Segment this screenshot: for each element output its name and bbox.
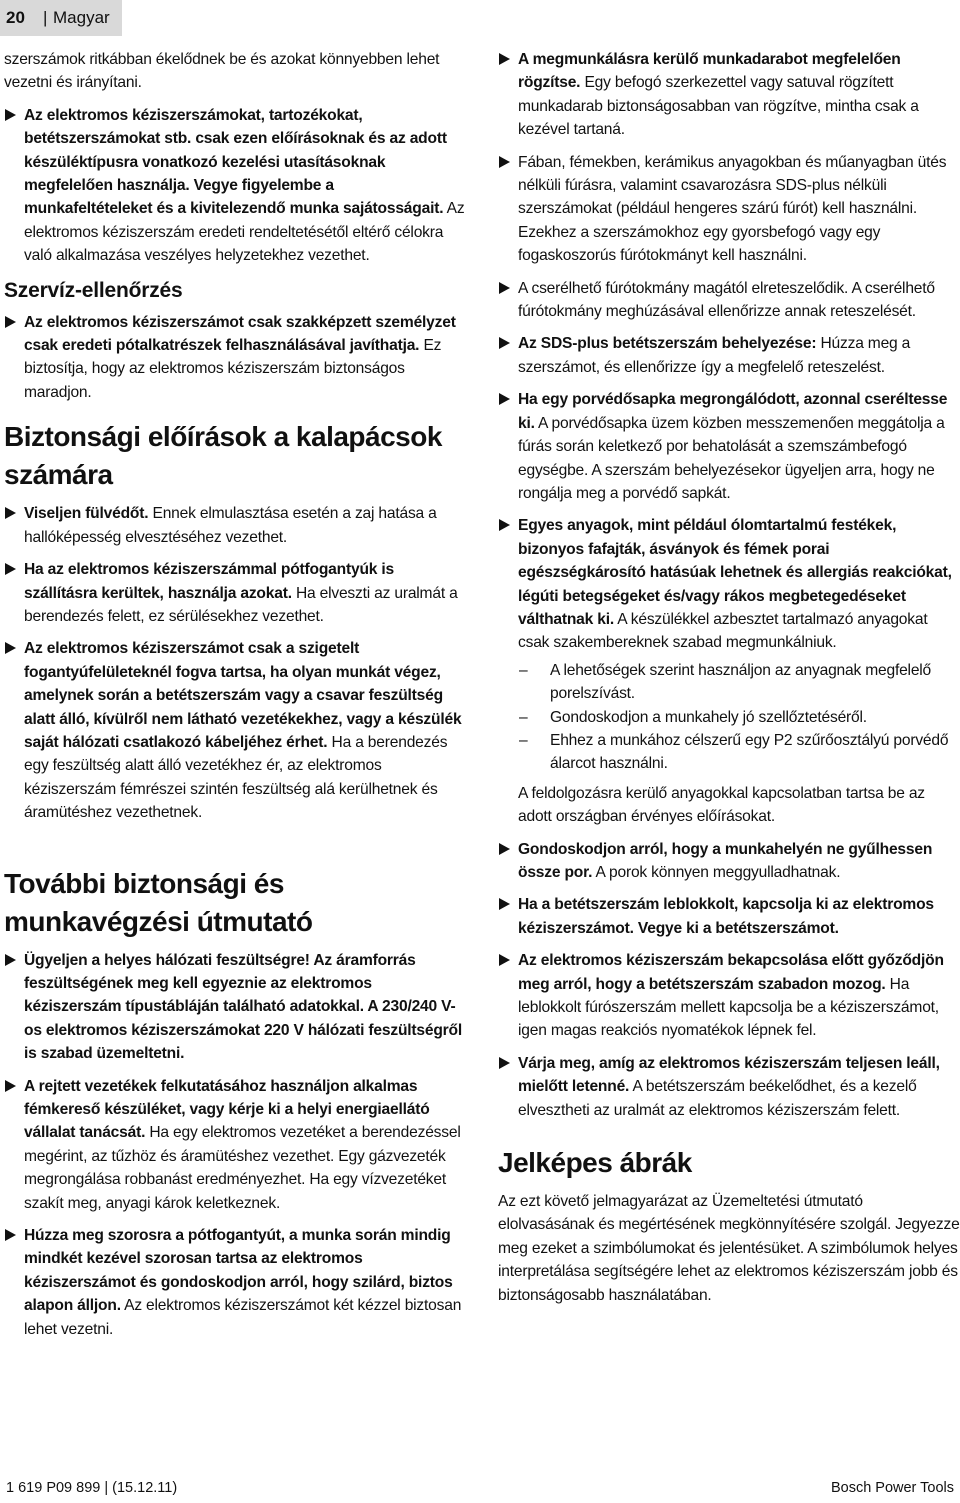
- item-text: Ennek elmulasztása esetén a zaj hatása a hallóképesség elvesztéséhez vezethet.: [24, 505, 437, 546]
- triangle-bullet-icon: [499, 519, 510, 531]
- triangle-bullet-icon: [5, 316, 16, 328]
- language-label: Magyar: [53, 8, 110, 27]
- list-item: [4, 104, 466, 268]
- item-text: Az elektromos kéziszerszámot két kézzel biztosan lehet vezetni.: [24, 1297, 462, 1338]
- item-text: Ha a berendezés egy feszültség alatt álló vezetékhez ér, az elektromos kéziszerszám fémrészei szintén feszültség alá kerülhetnek és áramütéshez vezethetnek.: [24, 733, 448, 822]
- item-bold-text: Az SDS-plus betétszerszám behelyezése:: [518, 335, 817, 353]
- triangle-bullet-icon: [499, 898, 510, 910]
- section-heading-symbols: Jelképes ábrák: [498, 1147, 692, 1179]
- item-bold-text: Az elektromos kéziszerszámot csak a szigetelt fogantyúfelületeknél fogva tartsa, ha olyan munkát végez, amelynek során a betétszerszám vagy a csavar feszültség alatt álló, kívülről nem látható vezetékekhez, vagy a készülék saját hálózati csatlakozó kábeljéhez érhet.: [24, 640, 462, 751]
- item-text: A porok könnyen meggyulladhatnak.: [592, 864, 841, 881]
- header-separator: |: [43, 8, 48, 27]
- item-bold-text: Ha a betétszerszám leblokkolt, kapcsolja ki az elektromos kéziszerszámot. Vegye ki a betétszerszámot.: [518, 896, 934, 937]
- item-bold-text: A megmunkálásra kerülő munkadarabot megfelelően rögzítse.: [518, 51, 901, 92]
- triangle-bullet-icon: [499, 156, 510, 168]
- list-item: [498, 151, 960, 268]
- section-heading-further-safety: További biztonsági és munkavégzési útmutató: [4, 867, 313, 937]
- page-header: [0, 0, 960, 36]
- item-bold-text: Az elektromos kéziszerszám bekapcsolása előtt győződjön meg arról, hogy a betétszerszám szabadon mozog.: [518, 952, 944, 993]
- triangle-bullet-icon: [5, 1080, 16, 1092]
- item-text: Ha elveszti az uralmát a berendezés felett, ez sérülésekhez vezethet.: [24, 584, 458, 625]
- item-text: Az elektromos kéziszerszám eredeti rendeltetésétől eltérő célokra való alkalmazása veszélyes helyzetekhez vezethet.: [24, 200, 465, 265]
- dash-item: [498, 706, 960, 729]
- triangle-bullet-icon: [499, 393, 510, 405]
- item-bold-text: Ügyeljen a helyes hálózati feszültségre! Az áramforrás feszültségének meg kell egyeznie az elektromos kéziszerszám típustábláján található adatokkal. A 230/240 V-os elektromos kéziszerszámokat 220 V hálózati feszültségről is szabad üzemeltetni.: [24, 951, 462, 1063]
- item-bold-text: Egyes anyagok, mint például ólomtartalmú festékek, bizonyos fafajták, ásványok és fémek porai egészségkárosító hatásúak lehetnek és allergiás reakciókat, légúti betegségeket és/vagy rákos megbetegedéseket válthatnak ki.: [518, 517, 952, 628]
- item-bold-text: A rejtett vezetékek felkutatásához használjon alkalmas fémkereső készüléket, vagy kérje ki a helyi energiaellátó vállalat tanácsát.: [24, 1077, 430, 1142]
- list-item: [4, 949, 466, 1066]
- item-bold-text: Az elektromos kéziszerszámot csak szakképzett személyzet csak eredeti pótalkatrészek felhasználásával javíthatja.: [24, 313, 456, 355]
- list-item: [498, 277, 960, 324]
- triangle-bullet-icon: [5, 954, 16, 966]
- triangle-bullet-icon: [499, 282, 510, 294]
- symbols-text: Az ezt követő jelmagyarázat az Üzemeltetési útmutató elolvasásának és megértésének megkönnyítésére szolgál. Jegyezze meg ezeket a szimbólumokat és jelentésüket. A szimbólumok helyes interpretálása segítségére lehet az elektromos kéziszerszám jobb és biztonságosabb használatában.: [498, 1193, 960, 1304]
- list-item: [498, 48, 960, 142]
- item-bold-text: Húzza meg szorosra a pótfogantyút, a munka során mindig mindkét kezével szorosan tartsa az elektromos kéziszerszámot és gondoskodjon arról, hogy szilárd, biztos alapon álljon.: [24, 1227, 453, 1315]
- item-text: A cserélhető fúrótokmány magától elreteszelődik. A cserélhető fúrótokmány meghúzásával ellenőrizze annak reteszelését.: [518, 279, 935, 321]
- item-text: Fában, fémekben, kerámikus anyagokban és műanyagban ütés nélküli fúrásra, valamint csavarozásra SDS-plus nélküli szerszámokat (például hengeres szárú fúrót) kell használni. Ezekhez a szerszámokhoz egy gyorsbefogó vagy egy fogaskoszorús fúrótokmányt kell használni.: [518, 153, 947, 265]
- triangle-bullet-icon: [499, 1057, 510, 1069]
- dash-mark: –: [519, 708, 528, 726]
- list-item: [498, 332, 960, 379]
- item-bold-text: Az elektromos kéziszerszámokat, tartozékokat, betétszerszámokat stb. csak ezen előírásoknak és az adott készüléktípusra vonatkozó kezelési utasításoknak megfelelően használja. Vegye figyelembe a munkafeltételeket és a kivitelezendő munka sajátosságait.: [24, 106, 447, 218]
- triangle-bullet-icon: [499, 53, 510, 65]
- list-item: [4, 502, 466, 549]
- item-bold-text: Ha az elektromos kéziszerszámmal pótfogantyúk is szállításra kerültek, használja azokat.: [24, 561, 394, 602]
- list-item: [4, 637, 466, 824]
- item-text: Ez biztosítja, hogy az elektromos kéziszerszám biztonságos maradjon.: [24, 337, 442, 401]
- triangle-bullet-icon: [499, 954, 510, 966]
- dash-item-text: A lehetőségek szerint használjon az anyagnak megfelelő porelszívást.: [550, 661, 932, 703]
- item-bold-text: Ha egy porvédősapka megrongálódott, azonnal cseréltesse ki.: [518, 391, 948, 432]
- dash-mark: –: [519, 661, 528, 679]
- intro-text: szerszámok ritkábban ékelődnek be és azokat könnyebben lehet vezetni és irányítani.: [4, 51, 440, 92]
- dash-mark: –: [519, 731, 528, 749]
- triangle-bullet-icon: [5, 507, 16, 519]
- item-text: A porvédősapka üzem közben messzemenően meggátolja a fúrás során keletkező por behatolását a szemszámbefogó egységbe. A szerszám behelyezésekor ügyeljen arra, hogy ne rongálja meg a porvédő sapkát.: [518, 414, 945, 502]
- section-heading-service: Szervíz-ellenőrzés: [4, 278, 183, 302]
- page-footer: [0, 1478, 960, 1500]
- item-text: Húzza meg a szerszámot, és ellenőrizze így a megfelelő reteszelést.: [518, 335, 911, 376]
- item-text: A készülékkel azbesztet tartalmazó anyagokat csak szakembereknek szabad megmunkálniuk.: [518, 610, 928, 652]
- brand-label: Bosch Power Tools: [830, 1480, 954, 1496]
- triangle-bullet-icon: [5, 1229, 16, 1241]
- list-item: [4, 1224, 466, 1341]
- list-item: [498, 1052, 960, 1122]
- dash-item: [498, 729, 960, 776]
- dash-item-text: Ehhez a munkához célszerű egy P2 szűrőosztályú porvédő álarcot használni.: [550, 731, 949, 773]
- triangle-bullet-icon: [499, 337, 510, 349]
- list-item: [4, 311, 466, 405]
- left-column: [4, 48, 466, 1350]
- item-continuation-text: A feldolgozásra kerülő anyagokkal kapcsolatban tartsa be az adott országban érvényes előírásokat.: [518, 784, 925, 826]
- page-number: 20: [6, 8, 25, 27]
- item-bold-text: Várja meg, amíg az elektromos kéziszerszám teljesen leáll, mielőtt letenné.: [518, 1054, 940, 1096]
- triangle-bullet-icon: [5, 642, 16, 654]
- item-bold-text: Gondoskodjon arról, hogy a munkahelyén ne gyűlhessen össze por.: [518, 840, 933, 881]
- item-text: Ha leblokkolt fúrószerszám mellett kapcsolja be a kéziszerszámot, igen magas reakciós nyomatékok lépnek fel.: [518, 975, 939, 1040]
- section-heading-hammer-safety: Biztonsági előírások a kalapácsok számára: [4, 421, 442, 491]
- list-item: [4, 558, 466, 628]
- item-text: Egy befogó szerkezettel vagy satuval rögzített munkadarab biztonságosabban van rögzítve, mintha csak a kezével tartaná.: [518, 74, 919, 139]
- dash-item-text: Gondoskodjon a munkahely jó szellőztetéséről.: [550, 708, 867, 726]
- dash-list: [498, 659, 960, 776]
- list-item: [498, 838, 960, 885]
- item-text: Ha egy elektromos vezetéket a berendezéssel megérint, az tűzhöz és áramütéshez vezethet. Egy gázvezeték megrongálása robbanást eredményezhet. Ha egy vízvezetéket szakít meg, anyagi károk keletkeznek.: [24, 1124, 461, 1212]
- item-bold-text: Viseljen fülvédőt.: [24, 505, 149, 523]
- right-column: [498, 48, 960, 1316]
- list-item: [4, 1075, 466, 1215]
- item-text: A betétszerszám beékelődhet, és a kezelő elvesztheti az uralmát az elektromos kéziszerszám felett.: [518, 1078, 917, 1119]
- dash-item: [498, 659, 960, 706]
- triangle-bullet-icon: [5, 109, 16, 121]
- list-item: [498, 388, 960, 505]
- list-item: [498, 514, 960, 654]
- list-item: [498, 949, 960, 1043]
- list-item: [498, 893, 960, 940]
- triangle-bullet-icon: [5, 563, 16, 575]
- triangle-bullet-icon: [499, 843, 510, 855]
- document-reference: 1 619 P09 899 | (15.12.11): [6, 1480, 178, 1496]
